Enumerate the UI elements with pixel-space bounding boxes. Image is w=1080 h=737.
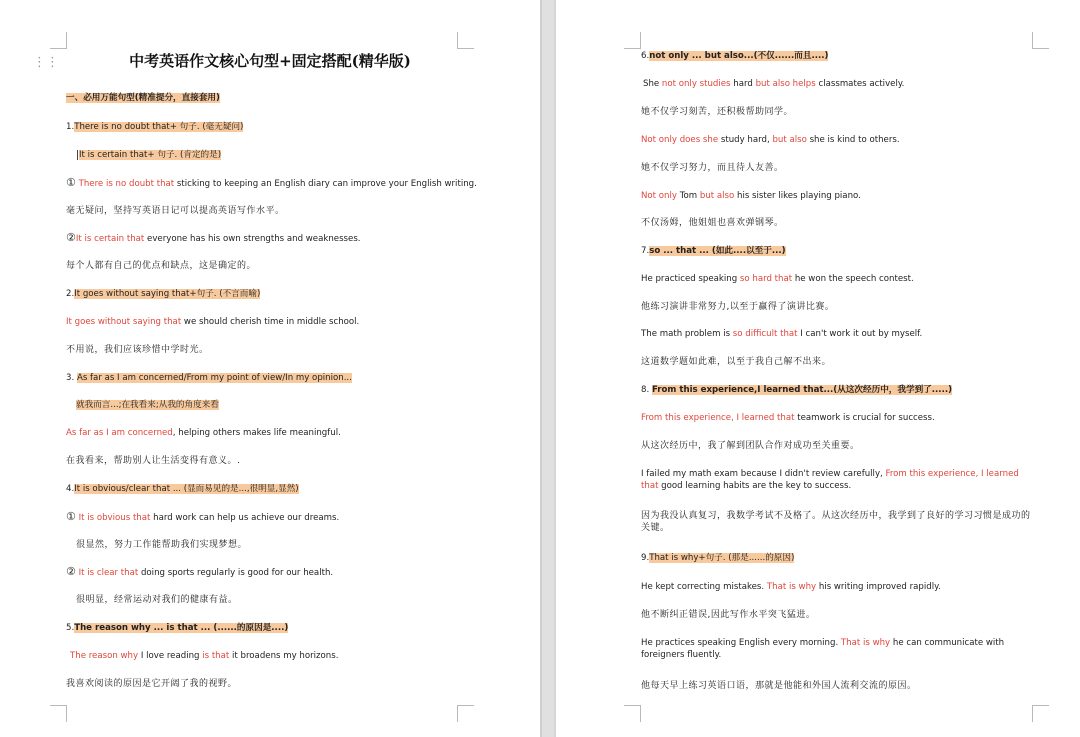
sentence-text: I can't work it out by myself. [797, 329, 923, 339]
example-sentence[interactable] [643, 78, 904, 90]
sentence-text: it broadens my horizons. [229, 651, 339, 661]
pattern-7-heading[interactable] [641, 245, 786, 257]
highlighted-pattern: 就我而言...;在我看来;从我的角度来看 [76, 400, 219, 410]
example-sentence[interactable] [66, 232, 361, 245]
sentence-text: The math problem is [641, 329, 733, 339]
crop-mark [457, 32, 474, 49]
crop-mark [1032, 705, 1049, 722]
red-keyphrase: There is no doubt that [78, 179, 175, 189]
highlighted-pattern: It is obvious/clear that ... (显而易见的是...,很明显,显然) [74, 484, 299, 494]
example-sentence[interactable] [641, 468, 1036, 492]
pattern-9-heading[interactable] [641, 552, 794, 564]
pattern-5-heading[interactable] [66, 622, 288, 634]
red-keyphrase: That is why [766, 582, 817, 592]
item-number: 2. [66, 289, 75, 299]
item-number: 5. [66, 623, 75, 633]
example-sentence[interactable] [641, 637, 1036, 661]
example-sentence[interactable] [641, 328, 922, 340]
sentence-text: she is kind to others. [806, 135, 900, 145]
sentence-text: I love reading [138, 651, 203, 661]
translation[interactable]: 他每天早上练习英语口语，那就是他能和外国人流利交流的原因。 [641, 681, 917, 691]
sentence-text: sticking to keeping an English diary can improve your English writing. [174, 179, 477, 189]
highlighted-pattern: so ... that ... (如此....以至于...) [649, 246, 786, 256]
crop-mark [457, 705, 474, 722]
sentence-text: we should cherish time in middle school. [181, 317, 360, 327]
translation[interactable]: 在我看来，帮助别人让生活变得有意义。. [66, 456, 241, 466]
highlighted-pattern: As far as I am concerned/From my point of view/In my opinion... [76, 373, 352, 383]
red-keyphrase: It is certain that [75, 234, 145, 244]
sentence-text: He kept correcting mistakes. [641, 582, 767, 592]
sentence-text: She [643, 79, 662, 89]
sentence-text: everyone has his own strengths and weaknesses. [144, 234, 361, 244]
translation[interactable]: 每个人都有自己的优点和缺点，这是确定的。 [66, 261, 257, 271]
sentence-text: hard work can help us achieve our dreams. [150, 513, 340, 523]
sentence-text: classmates actively. [815, 79, 905, 89]
item-number: 7. [641, 246, 650, 256]
example-sentence[interactable] [66, 316, 359, 328]
translation[interactable]: 因为我没认真复习，我数学考试不及格了。从这次经历中，我学到了良好的学习习惯是成功的关键。 [641, 511, 1031, 533]
document-title[interactable]: 中考英语作文核心句型+固定搭配(精华版) [129, 52, 411, 70]
sentence-text: He practices speaking English every morning. [641, 638, 841, 648]
crop-mark [50, 705, 67, 722]
sentence-text: good learning habits are the key to success. [658, 481, 852, 491]
item-number: 3. [66, 373, 77, 383]
translation[interactable]: 很显然，努力工作能帮助我们实现梦想。 [76, 540, 248, 550]
highlighted-pattern: From this experience,I learned that...(从这次经历中，我学到了.....) [651, 385, 953, 395]
translation[interactable]: 不仅汤姆，他姐姐也喜欢弹钢琴。 [641, 218, 784, 228]
red-keyphrase: so hard that [739, 274, 793, 284]
crop-mark [624, 705, 641, 722]
translation[interactable]: 她不仅学习刻苦，还积极帮助同学。 [641, 107, 794, 117]
sentence-text: his writing improved rapidly. [816, 582, 941, 592]
red-keyphrase: Not only does she [641, 135, 719, 145]
translation[interactable]: 他练习演讲非常努力,以至于赢得了演讲比赛。 [641, 302, 835, 312]
pattern-2-heading[interactable] [66, 288, 260, 300]
sentence-text: study hard, [718, 135, 773, 145]
red-keyphrase: but also [772, 135, 807, 145]
highlighted-pattern: The reason why ... is that ... (......的原因是....) [74, 623, 289, 633]
translation[interactable]: 我喜欢阅读的原因是它开阔了我的视野。 [66, 679, 238, 689]
red-keyphrase: but also helps [755, 79, 816, 89]
sentence-text: he can communicate with foreigners fluently. [641, 638, 1005, 660]
circled-number: ② [66, 231, 76, 244]
sentence-text: teamwork is crucial for success. [794, 413, 935, 423]
pattern-3b[interactable] [76, 399, 219, 411]
sentence-text: his sister likes playing piano. [734, 191, 861, 201]
red-keyphrase: As far as I am concerned [66, 428, 173, 438]
red-keyphrase: It goes without saying that [66, 317, 182, 327]
crop-mark [624, 32, 641, 49]
circled-number: ② [66, 565, 76, 578]
example-sentence[interactable] [66, 566, 333, 579]
translation[interactable]: 很明显，经常运动对我们的健康有益。 [76, 595, 238, 605]
example-sentence[interactable] [70, 650, 338, 662]
red-keyphrase: not only studies [661, 79, 731, 89]
red-keyphrase: The reason why [70, 651, 139, 661]
item-number: 8. [641, 385, 652, 395]
item-number: 4. [66, 484, 75, 494]
example-sentence[interactable] [641, 581, 941, 593]
example-sentence[interactable] [66, 177, 477, 190]
translation[interactable]: 这道数学题如此难，以至于我自己解不出来。 [641, 357, 832, 367]
pattern-4-heading[interactable] [66, 483, 299, 495]
sentence-text: hard [730, 79, 756, 89]
example-sentence[interactable] [641, 273, 914, 285]
sentence-text: Tom [676, 191, 700, 201]
section-heading[interactable] [66, 92, 220, 104]
example-sentence[interactable] [66, 427, 341, 439]
circled-number: ① [66, 510, 76, 523]
translation[interactable]: 毫无疑问，坚持写英语日记可以提高英语写作水平。 [66, 206, 285, 216]
translation[interactable]: 不用说，我们应该珍惜中学时光。 [66, 345, 209, 355]
text-cursor [77, 150, 78, 160]
crop-mark [50, 32, 67, 49]
crop-mark [1032, 32, 1049, 49]
highlighted-pattern: That is why+句子. (那是......的原因) [649, 553, 795, 563]
drag-handle-icon[interactable]: ⋮⋮ [33, 55, 59, 70]
item-number: 1. [66, 122, 75, 132]
example-sentence[interactable] [641, 134, 900, 146]
highlighted-pattern: There is no doubt that+ 句子. (毫无疑问) [74, 122, 244, 132]
item-number: 6. [641, 51, 650, 61]
page-gutter [540, 0, 556, 737]
sentence-text: , helping others makes life meaningful. [172, 428, 341, 438]
red-keyphrase: Not only [641, 191, 677, 201]
document-page-right [556, 0, 1080, 737]
red-keyphrase: is that [202, 651, 230, 661]
sentence-text: I failed my math exam because I didn't review carefully, [641, 469, 886, 479]
sentence-text: doing sports regularly is good for our health. [138, 568, 334, 578]
circled-number: ① [66, 176, 76, 189]
red-keyphrase: but also [699, 191, 735, 201]
red-keyphrase: That is why [840, 638, 891, 648]
highlighted-pattern: It goes without saying that+句子. (不言而喻) [74, 289, 261, 299]
red-keyphrase: From this experience, I learned that [641, 469, 1019, 491]
example-sentence[interactable] [641, 190, 861, 202]
red-keyphrase: It is clear that [78, 568, 139, 578]
pattern-8-heading[interactable] [641, 384, 952, 396]
example-sentence[interactable] [641, 412, 935, 424]
sentence-text: he won the speech contest. [792, 274, 914, 284]
item-number: 9. [641, 553, 650, 563]
pattern-1b[interactable] [76, 149, 221, 161]
red-keyphrase: so difficult that [732, 329, 798, 339]
highlighted-pattern: not only ... but also...(不仅......而且....) [649, 51, 829, 61]
red-keyphrase: It is obvious that [78, 513, 151, 523]
translation[interactable]: 从这次经历中，我了解到团队合作对成功至关重要。 [641, 441, 860, 451]
translation[interactable]: 他不断纠正错误,因此写作水平突飞猛进。 [641, 610, 816, 620]
sentence-text: He practiced speaking [641, 274, 740, 284]
section-heading-text: 一、必用万能句型(精准提分，直接套用) [66, 93, 220, 103]
highlighted-pattern: It is certain that+ 句子. (肯定的是) [79, 150, 222, 160]
pattern-1-heading[interactable] [66, 121, 243, 133]
example-sentence[interactable] [66, 511, 339, 524]
pattern-3-heading[interactable] [66, 372, 352, 384]
red-keyphrase: From this experience, I learned that [641, 413, 795, 423]
pattern-6-heading[interactable] [641, 50, 828, 62]
translation[interactable]: 她不仅学习努力，而且待人友善。 [641, 163, 784, 173]
